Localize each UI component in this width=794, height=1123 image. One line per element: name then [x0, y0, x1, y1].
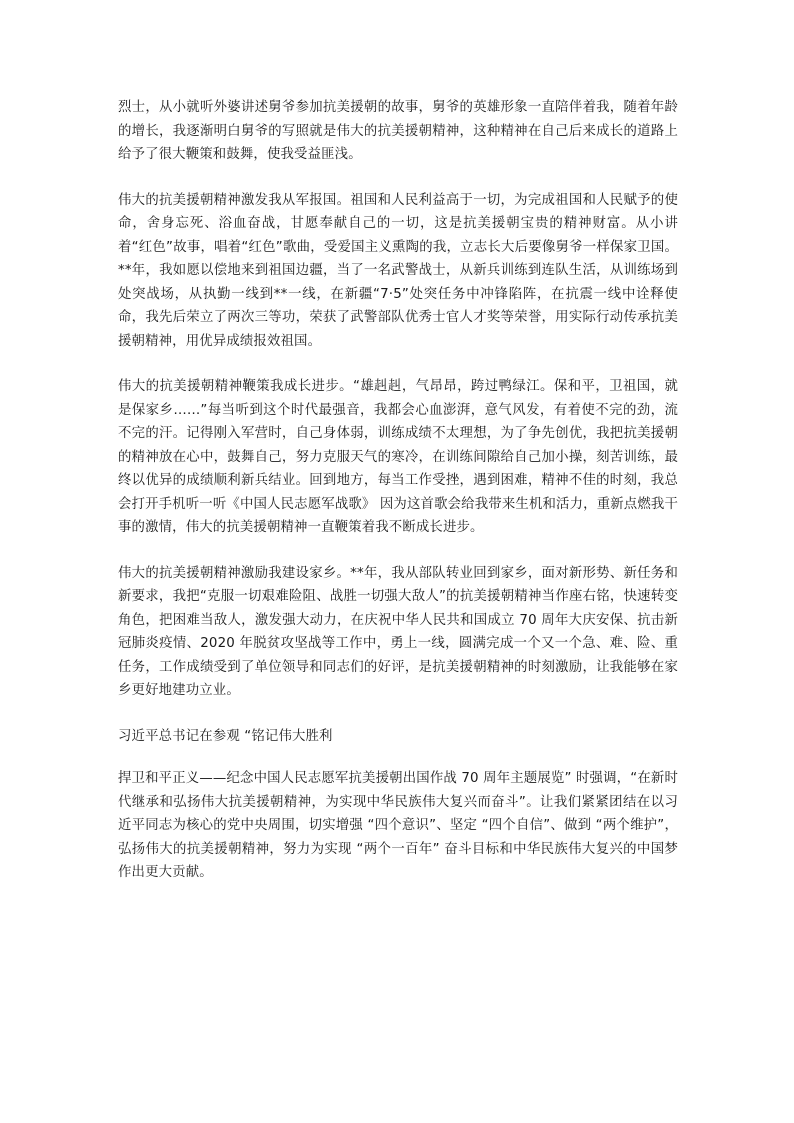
paragraph-growth-progress: 伟大的抗美援朝精神鞭策我成长进步。“雄赳赳，气昂昂，跨过鸭绿江。保和平，卫祖国，就是保家乡……”每当听到这个时代最强音，我都会心血澎湃，意气风发，有着使不完的劲，流不完的汗。记得刚入军营时，自己身体弱，训练成绩不太理想，为了争先创优，我把抗美援朝的精神放在心中，鼓舞自己，努力克服天气的寒冷，在训练间隙给自己加小操，刻苦训练，最终以优异的成绩顺利新兵结业。回到地方，每当工作受挫，遇到困难，精神不佳的时刻，我总会打开手机听一听《中国人民志愿军战歌》 因为这首歌会给我带来生机和活力，重新点燃我干事的激情，伟大的抗美援朝精神一直鞭策着我不断成长进步。: [118, 379, 678, 535]
paragraph-childhood-story: 烈士，从小就听外婆讲述舅爷参加抗美援朝的故事，舅爷的英雄形象一直陪伴着我，随着年龄的增长，我逐渐明白舅爷的写照就是伟大的抗美援朝精神，这种精神在自己后来成长的道路上给予了很大鞭策和鼓舞，使我受益匪浅。: [118, 100, 678, 162]
paragraph-join-army: 伟大的抗美援朝精神激发我从军报国。祖国和人民利益高于一切，为完成祖国和人民赋予的使命，舍身忘死、浴血奋战，甘愿奉献自己的一切，这是抗美援朝宝贵的精神财富。从小讲着“红色”故事，唱着“红色”歌曲，受爱国主义熏陶的我，立志长大后要像舅爷一样保家卫国。**年，我如愿以偿地来到祖国边疆，当了一名武警战士，从新兵训练到连队生活，从训练场到处突战场，从执勤一线到**一线，在新疆“7·5”处突任务中冲锋陷阵，在抗震一线中诠释使命，我先后荣立了两次三等功，荣获了武警部队优秀士官人才奖等荣誉，用实际行动传承抗美援朝精神，用优异成绩报效祖国。: [118, 192, 678, 349]
paragraph-build-hometown: 伟大的抗美援朝精神激励我建设家乡。**年，我从部队转业回到家乡，面对新形势、新任务和新要求，我把“克服一切艰难险阻、战胜一切强大敌人”的抗美援朝精神当作座右铭，快速转变角色，把困难当敌人，激发强大动力，在庆祝中华人民共和国成立 70 周年大庆安保、抗击新冠肺炎疫情、2020 年脱贫攻坚战等工作中，勇上一线，圆满完成一个又一个急、难、险、重任务，工作成绩受到了单位领导和同志们的好评，是抗美援朝精神的时刻激励，让我能够在家乡更好地建功立业。: [118, 565, 678, 698]
paragraph-xi-visit-heading: 习近平总书记在参观 “铭记伟大胜利: [118, 728, 333, 744]
document-page: [118, 96, 678, 907]
paragraph-conclusion: 捍卫和平正义——纪念中国人民志愿军抗美援朝出国作战 70 周年主题展览” 时强调，“在新时代继承和弘扬伟大抗美援朝精神，为实现中华民族伟大复兴而奋斗”。让我们紧紧团结在以习近平同志为核心的党中央周围，切实增强 “四个意识”、坚定 “四个自信”、做到 “两个维护”，弘扬伟大的抗美援朝精神，努力为实现 “两个一百年” 奋斗目标和中华民族伟大复兴的中国梦作出更大贡献。: [118, 771, 678, 880]
